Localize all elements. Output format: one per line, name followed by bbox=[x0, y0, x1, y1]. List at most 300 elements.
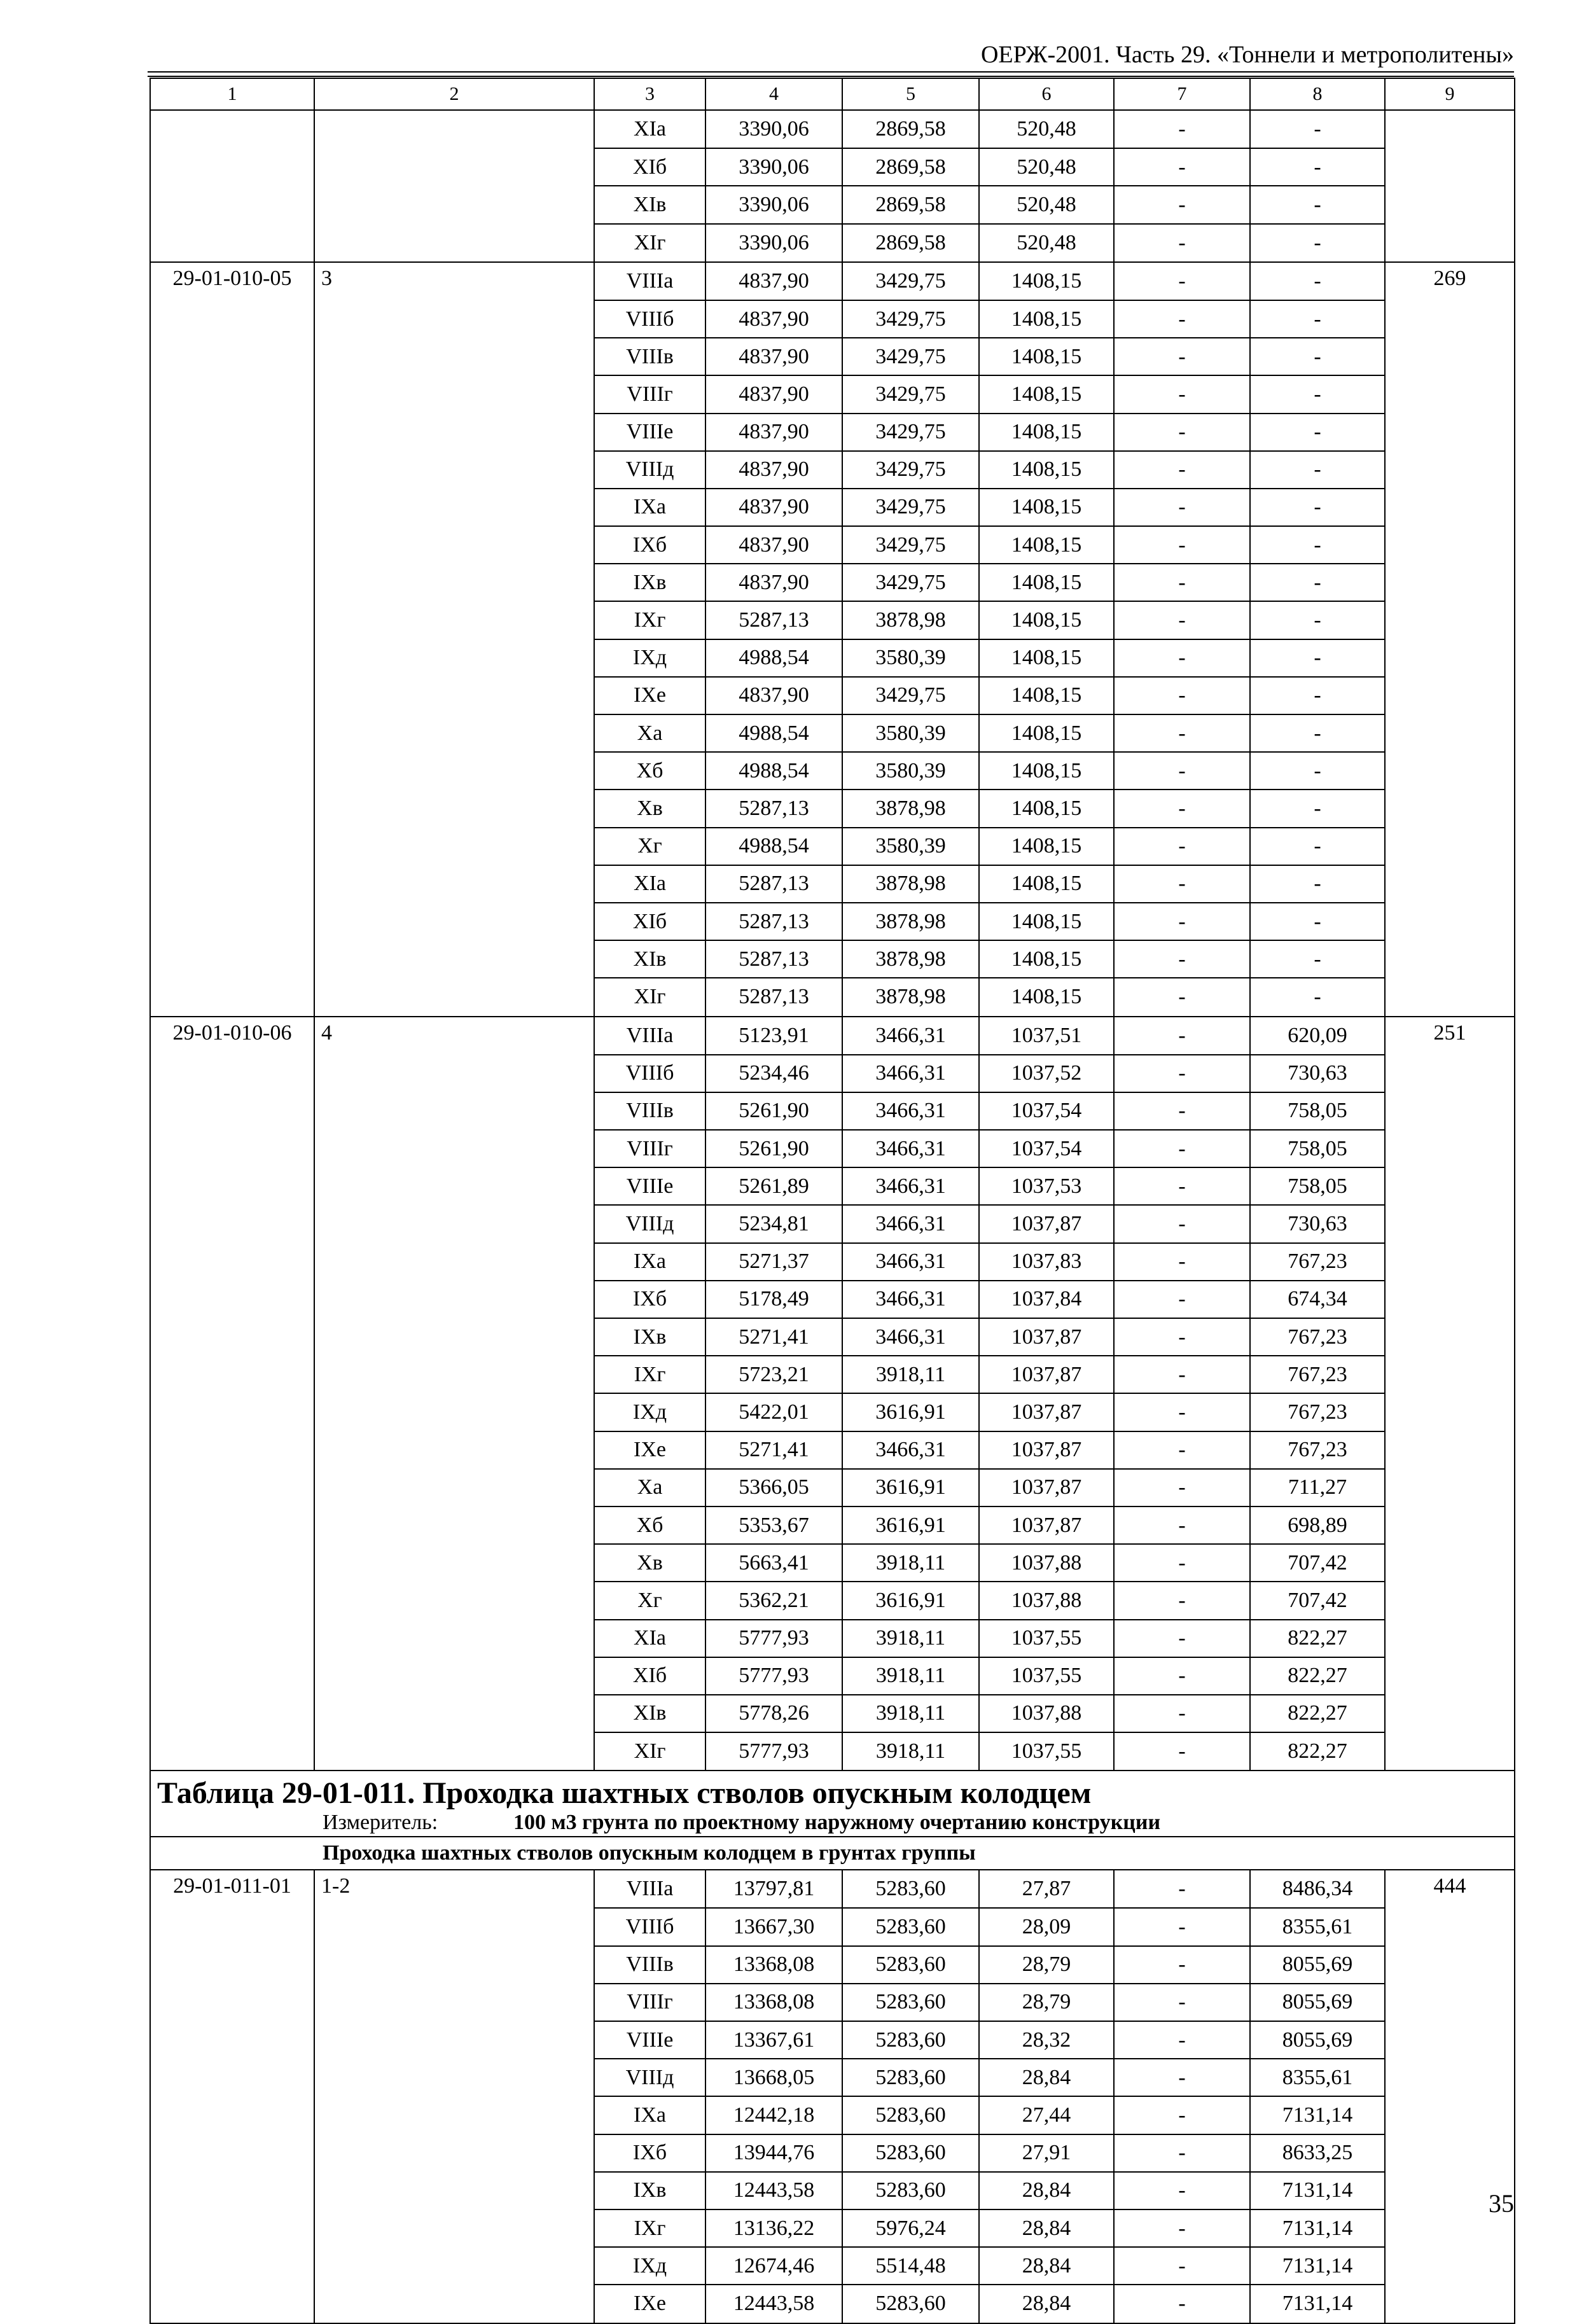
column-number: 3 bbox=[594, 78, 705, 110]
labor-cell bbox=[1385, 1431, 1515, 1469]
value-cell: 8055,69 bbox=[1250, 2021, 1385, 2059]
rate-code-cell bbox=[150, 828, 314, 865]
column-number: 6 bbox=[979, 78, 1114, 110]
table-row bbox=[150, 714, 1515, 752]
value-cell: - bbox=[1114, 414, 1250, 451]
value-cell: 1408,15 bbox=[979, 601, 1114, 639]
meter-label: Измеритель: bbox=[323, 1812, 438, 1835]
group-number-cell bbox=[314, 1130, 594, 1167]
value-cell: 13668,05 bbox=[705, 2059, 842, 2096]
labor-cell bbox=[1385, 1205, 1515, 1242]
labor-cell bbox=[1385, 1695, 1515, 1732]
rate-code-cell bbox=[150, 1506, 314, 1544]
group-number-cell bbox=[314, 2209, 594, 2247]
value-cell: 5283,60 bbox=[842, 2134, 979, 2172]
group-number-cell bbox=[314, 1469, 594, 1506]
value-cell: 5514,48 bbox=[842, 2247, 979, 2285]
value-cell: 5283,60 bbox=[842, 2285, 979, 2323]
table-row bbox=[150, 110, 1515, 148]
value-cell: XIв bbox=[594, 186, 705, 223]
meter-row bbox=[150, 1812, 1515, 1837]
value-cell: 3580,39 bbox=[842, 714, 979, 752]
value-cell: IXe bbox=[594, 677, 705, 714]
group-number-cell bbox=[314, 224, 594, 262]
group-number-cell bbox=[314, 2021, 594, 2059]
value-cell: 767,23 bbox=[1250, 1243, 1385, 1281]
value-cell: 5287,13 bbox=[705, 790, 842, 827]
value-cell: - bbox=[1114, 451, 1250, 489]
value-cell: 1408,15 bbox=[979, 790, 1114, 827]
rates-table bbox=[149, 78, 1515, 2324]
value-cell: 7131,14 bbox=[1250, 2172, 1385, 2209]
value-cell: 27,87 bbox=[979, 1870, 1114, 1908]
value-cell: 5422,01 bbox=[705, 1393, 842, 1431]
value-cell: 1408,15 bbox=[979, 300, 1114, 338]
value-cell: 1037,54 bbox=[979, 1130, 1114, 1167]
value-cell: 5362,21 bbox=[705, 1582, 842, 1619]
table-row bbox=[150, 1318, 1515, 1356]
value-cell: - bbox=[1114, 1657, 1250, 1695]
value-cell: 3429,75 bbox=[842, 526, 979, 564]
group-number-cell bbox=[314, 601, 594, 639]
group-number-cell bbox=[314, 526, 594, 564]
labor-cell bbox=[1385, 300, 1515, 338]
table-row bbox=[150, 940, 1515, 978]
group-number-cell bbox=[314, 564, 594, 601]
value-cell: 2869,58 bbox=[842, 186, 979, 223]
value-cell: 5271,37 bbox=[705, 1243, 842, 1281]
value-cell: 4837,90 bbox=[705, 262, 842, 300]
value-cell: VIIIa bbox=[594, 1017, 705, 1055]
value-cell: 1408,15 bbox=[979, 828, 1114, 865]
value-cell: IXe bbox=[594, 2285, 705, 2323]
value-cell: IXв bbox=[594, 564, 705, 601]
value-cell: 13944,76 bbox=[705, 2134, 842, 2172]
rate-code-cell bbox=[150, 1130, 314, 1167]
rate-code-cell bbox=[150, 1946, 314, 1984]
labor-cell bbox=[1385, 148, 1515, 186]
value-cell: 1408,15 bbox=[979, 564, 1114, 601]
value-cell: Xa bbox=[594, 714, 705, 752]
group-number-cell bbox=[314, 2096, 594, 2134]
value-cell: 3918,11 bbox=[842, 1544, 979, 1582]
column-number: 1 bbox=[150, 78, 314, 110]
value-cell: 3429,75 bbox=[842, 338, 979, 375]
rate-code-cell bbox=[150, 1281, 314, 1318]
value-cell: 2869,58 bbox=[842, 110, 979, 148]
labor-cell bbox=[1385, 375, 1515, 413]
labor-cell bbox=[1385, 2247, 1515, 2285]
value-cell: - bbox=[1114, 1205, 1250, 1242]
value-cell: 27,44 bbox=[979, 2096, 1114, 2134]
value-cell: VIIIв bbox=[594, 338, 705, 375]
column-number: 2 bbox=[314, 78, 594, 110]
labor-cell bbox=[1385, 186, 1515, 223]
value-cell: - bbox=[1114, 1017, 1250, 1055]
value-cell: 8055,69 bbox=[1250, 1946, 1385, 1984]
value-cell: XIг bbox=[594, 224, 705, 262]
value-cell: VIIIд bbox=[594, 1205, 705, 1242]
value-cell: 5178,49 bbox=[705, 1281, 842, 1318]
labor-cell bbox=[1385, 790, 1515, 827]
group-number-cell bbox=[314, 1393, 594, 1431]
value-cell: IXд bbox=[594, 1393, 705, 1431]
rate-code-cell: 29-01-011-01 bbox=[150, 1870, 314, 1908]
column-number-row bbox=[150, 78, 1515, 110]
rate-code-cell bbox=[150, 1356, 314, 1393]
rate-code-cell: 29-01-010-05 bbox=[150, 262, 314, 300]
value-cell: IXг bbox=[594, 601, 705, 639]
group-number-cell bbox=[314, 1281, 594, 1318]
value-cell: 7131,14 bbox=[1250, 2285, 1385, 2323]
group-number-cell bbox=[314, 865, 594, 903]
rate-code-cell bbox=[150, 1582, 314, 1619]
table-row bbox=[150, 1946, 1515, 1984]
labor-cell bbox=[1385, 752, 1515, 790]
labor-cell bbox=[1385, 2021, 1515, 2059]
value-cell: 3918,11 bbox=[842, 1732, 979, 1771]
value-cell: 758,05 bbox=[1250, 1167, 1385, 1205]
labor-cell: 444 bbox=[1385, 1870, 1515, 1908]
group-number-cell bbox=[314, 2134, 594, 2172]
value-cell: 1037,87 bbox=[979, 1318, 1114, 1356]
value-cell: 13367,61 bbox=[705, 2021, 842, 2059]
column-number: 8 bbox=[1250, 78, 1385, 110]
group-number-cell bbox=[314, 2247, 594, 2285]
rate-code-cell bbox=[150, 865, 314, 903]
group-number-cell bbox=[314, 414, 594, 451]
value-cell: - bbox=[1114, 865, 1250, 903]
value-cell: VIIIв bbox=[594, 1092, 705, 1130]
value-cell: - bbox=[1114, 262, 1250, 300]
value-cell: - bbox=[1114, 489, 1250, 526]
group-number-cell bbox=[314, 489, 594, 526]
value-cell: 3918,11 bbox=[842, 1356, 979, 1393]
value-cell: - bbox=[1114, 1055, 1250, 1092]
labor-cell bbox=[1385, 639, 1515, 677]
value-cell: 5663,41 bbox=[705, 1544, 842, 1582]
table-row bbox=[150, 338, 1515, 375]
value-cell: 1037,87 bbox=[979, 1393, 1114, 1431]
labor-cell bbox=[1385, 1984, 1515, 2021]
value-cell: VIIIe bbox=[594, 414, 705, 451]
value-cell: 1408,15 bbox=[979, 526, 1114, 564]
value-cell: 5261,90 bbox=[705, 1092, 842, 1130]
value-cell: 5283,60 bbox=[842, 1870, 979, 1908]
value-cell: 1037,54 bbox=[979, 1092, 1114, 1130]
meter-value: 100 м3 грунта по проектному наружному очертанию конструкции bbox=[513, 1812, 1161, 1835]
group-number-cell bbox=[314, 828, 594, 865]
value-cell: - bbox=[1250, 375, 1385, 413]
value-cell: - bbox=[1250, 978, 1385, 1016]
value-cell: 3429,75 bbox=[842, 677, 979, 714]
labor-cell bbox=[1385, 110, 1515, 148]
value-cell: 3390,06 bbox=[705, 186, 842, 223]
value-cell: 1408,15 bbox=[979, 978, 1114, 1016]
table-row bbox=[150, 2247, 1515, 2285]
value-cell: 28,84 bbox=[979, 2209, 1114, 2247]
table-row bbox=[150, 414, 1515, 451]
value-cell: - bbox=[1114, 903, 1250, 940]
value-cell: XIa bbox=[594, 865, 705, 903]
value-cell: 3878,98 bbox=[842, 601, 979, 639]
value-cell: 5283,60 bbox=[842, 1908, 979, 1945]
value-cell: 3429,75 bbox=[842, 489, 979, 526]
value-cell: 5261,89 bbox=[705, 1167, 842, 1205]
value-cell: 28,84 bbox=[979, 2059, 1114, 2096]
table-row bbox=[150, 1506, 1515, 1544]
value-cell: 520,48 bbox=[979, 110, 1114, 148]
labor-cell bbox=[1385, 1281, 1515, 1318]
rate-code-cell: 29-01-010-06 bbox=[150, 1017, 314, 1055]
value-cell: 3580,39 bbox=[842, 828, 979, 865]
table-row bbox=[150, 1908, 1515, 1945]
value-cell: Xг bbox=[594, 828, 705, 865]
group-number-cell bbox=[314, 1732, 594, 1771]
value-cell: 4837,90 bbox=[705, 338, 842, 375]
table-row bbox=[150, 903, 1515, 940]
value-cell: 4837,90 bbox=[705, 451, 842, 489]
value-cell: 1408,15 bbox=[979, 414, 1114, 451]
table-row bbox=[150, 2285, 1515, 2323]
rates-table-body bbox=[150, 78, 1515, 2323]
value-cell: - bbox=[1114, 1469, 1250, 1506]
group-title-row bbox=[150, 1837, 1515, 1870]
rate-code-cell bbox=[150, 110, 314, 148]
value-cell: 5271,41 bbox=[705, 1318, 842, 1356]
value-cell: - bbox=[1250, 338, 1385, 375]
value-cell: 5283,60 bbox=[842, 1946, 979, 1984]
labor-cell bbox=[1385, 2096, 1515, 2134]
rate-code-cell bbox=[150, 1732, 314, 1771]
value-cell: 711,27 bbox=[1250, 1469, 1385, 1506]
value-cell: 13368,08 bbox=[705, 1946, 842, 1984]
labor-cell bbox=[1385, 1318, 1515, 1356]
value-cell: 3466,31 bbox=[842, 1243, 979, 1281]
value-cell: XIб bbox=[594, 903, 705, 940]
value-cell: 28,79 bbox=[979, 1984, 1114, 2021]
value-cell: 1037,55 bbox=[979, 1620, 1114, 1657]
value-cell: 730,63 bbox=[1250, 1205, 1385, 1242]
labor-cell bbox=[1385, 414, 1515, 451]
rate-code-cell bbox=[150, 677, 314, 714]
value-cell: VIIIг bbox=[594, 1984, 705, 2021]
value-cell: Xб bbox=[594, 1506, 705, 1544]
value-cell: 28,09 bbox=[979, 1908, 1114, 1945]
table-row bbox=[150, 1393, 1515, 1431]
table-row bbox=[150, 1582, 1515, 1619]
value-cell: - bbox=[1114, 186, 1250, 223]
value-cell: 5283,60 bbox=[842, 2172, 979, 2209]
group-number-cell bbox=[314, 940, 594, 978]
group-number-cell bbox=[314, 1092, 594, 1130]
value-cell: 1408,15 bbox=[979, 677, 1114, 714]
value-cell: 28,84 bbox=[979, 2172, 1114, 2209]
labor-cell bbox=[1385, 601, 1515, 639]
labor-cell bbox=[1385, 1092, 1515, 1130]
value-cell: 12674,46 bbox=[705, 2247, 842, 2285]
rate-code-cell bbox=[150, 1318, 314, 1356]
value-cell: - bbox=[1114, 1167, 1250, 1205]
value-cell: Xг bbox=[594, 1582, 705, 1619]
value-cell: 3918,11 bbox=[842, 1695, 979, 1732]
value-cell: 822,27 bbox=[1250, 1732, 1385, 1771]
value-cell: 1037,88 bbox=[979, 1544, 1114, 1582]
labor-cell: 251 bbox=[1385, 1017, 1515, 1055]
value-cell: XIб bbox=[594, 1657, 705, 1695]
group-number-cell bbox=[314, 1055, 594, 1092]
value-cell: 1037,88 bbox=[979, 1695, 1114, 1732]
labor-cell bbox=[1385, 1167, 1515, 1205]
value-cell: IXг bbox=[594, 2209, 705, 2247]
value-cell: - bbox=[1250, 414, 1385, 451]
value-cell: 707,42 bbox=[1250, 1582, 1385, 1619]
table-row bbox=[150, 2134, 1515, 2172]
table-row bbox=[150, 1205, 1515, 1242]
value-cell: - bbox=[1114, 526, 1250, 564]
value-cell: XIг bbox=[594, 1732, 705, 1771]
value-cell: VIIIб bbox=[594, 1055, 705, 1092]
group-number-cell bbox=[314, 300, 594, 338]
table-row bbox=[150, 375, 1515, 413]
value-cell: 1037,84 bbox=[979, 1281, 1114, 1318]
value-cell: 698,89 bbox=[1250, 1506, 1385, 1544]
value-cell: 3878,98 bbox=[842, 903, 979, 940]
labor-cell bbox=[1385, 526, 1515, 564]
value-cell: 3466,31 bbox=[842, 1017, 979, 1055]
group-number-cell bbox=[314, 1695, 594, 1732]
value-cell: XIa bbox=[594, 1620, 705, 1657]
value-cell: VIIIд bbox=[594, 451, 705, 489]
value-cell: 3616,91 bbox=[842, 1506, 979, 1544]
value-cell: - bbox=[1250, 601, 1385, 639]
value-cell: 5261,90 bbox=[705, 1130, 842, 1167]
value-cell: 1408,15 bbox=[979, 451, 1114, 489]
value-cell: 3466,31 bbox=[842, 1167, 979, 1205]
value-cell: 1037,52 bbox=[979, 1055, 1114, 1092]
labor-cell bbox=[1385, 1657, 1515, 1695]
table-row bbox=[150, 526, 1515, 564]
table-row bbox=[150, 186, 1515, 223]
labor-cell bbox=[1385, 1055, 1515, 1092]
value-cell: 3466,31 bbox=[842, 1318, 979, 1356]
value-cell: 5287,13 bbox=[705, 978, 842, 1016]
value-cell: IXe bbox=[594, 1431, 705, 1469]
value-cell: 3918,11 bbox=[842, 1657, 979, 1695]
value-cell: 12443,58 bbox=[705, 2172, 842, 2209]
value-cell: - bbox=[1114, 752, 1250, 790]
value-cell: 1037,55 bbox=[979, 1732, 1114, 1771]
group-number-cell bbox=[314, 2059, 594, 2096]
value-cell: - bbox=[1114, 2285, 1250, 2323]
rate-code-cell bbox=[150, 2096, 314, 2134]
value-cell: - bbox=[1114, 1870, 1250, 1908]
table-row bbox=[150, 752, 1515, 790]
value-cell: VIIIб bbox=[594, 300, 705, 338]
group-number-cell bbox=[314, 1946, 594, 1984]
value-cell: 27,91 bbox=[979, 2134, 1114, 2172]
rate-code-cell bbox=[150, 940, 314, 978]
group-number-cell bbox=[314, 1318, 594, 1356]
table-row bbox=[150, 1732, 1515, 1771]
value-cell: 5287,13 bbox=[705, 601, 842, 639]
value-cell: 28,84 bbox=[979, 2285, 1114, 2323]
table-row bbox=[150, 1055, 1515, 1092]
value-cell: 5271,41 bbox=[705, 1431, 842, 1469]
value-cell: - bbox=[1250, 903, 1385, 940]
table-row bbox=[150, 1356, 1515, 1393]
value-cell: - bbox=[1250, 752, 1385, 790]
value-cell: - bbox=[1114, 1431, 1250, 1469]
rate-code-cell bbox=[150, 564, 314, 601]
value-cell: - bbox=[1250, 714, 1385, 752]
labor-cell bbox=[1385, 451, 1515, 489]
value-cell: 3878,98 bbox=[842, 940, 979, 978]
value-cell: IXa bbox=[594, 2096, 705, 2134]
table-row bbox=[150, 1469, 1515, 1506]
value-cell: 5123,91 bbox=[705, 1017, 842, 1055]
rate-code-cell bbox=[150, 1695, 314, 1732]
group-number-cell bbox=[314, 451, 594, 489]
value-cell: 1408,15 bbox=[979, 940, 1114, 978]
table-row bbox=[150, 978, 1515, 1016]
table-row bbox=[150, 677, 1515, 714]
rate-code-cell bbox=[150, 1984, 314, 2021]
value-cell: 5283,60 bbox=[842, 2021, 979, 2059]
value-cell: 1037,87 bbox=[979, 1506, 1114, 1544]
value-cell: 3466,31 bbox=[842, 1281, 979, 1318]
group-number-cell bbox=[314, 1544, 594, 1582]
labor-cell bbox=[1385, 677, 1515, 714]
value-cell: 822,27 bbox=[1250, 1620, 1385, 1657]
rate-code-cell bbox=[150, 489, 314, 526]
table-row bbox=[150, 451, 1515, 489]
header-divider-secondary bbox=[148, 76, 1514, 77]
value-cell: 3390,06 bbox=[705, 224, 842, 262]
value-cell: 3429,75 bbox=[842, 564, 979, 601]
value-cell: 1408,15 bbox=[979, 489, 1114, 526]
value-cell: 3390,06 bbox=[705, 110, 842, 148]
group-number-cell bbox=[314, 639, 594, 677]
value-cell: 1408,15 bbox=[979, 262, 1114, 300]
value-cell: 3918,11 bbox=[842, 1620, 979, 1657]
value-cell: 822,27 bbox=[1250, 1657, 1385, 1695]
value-cell: IXв bbox=[594, 1318, 705, 1356]
labor-cell bbox=[1385, 1356, 1515, 1393]
value-cell: VIIIe bbox=[594, 2021, 705, 2059]
table-title-row bbox=[150, 1771, 1515, 1812]
rate-code-cell bbox=[150, 1431, 314, 1469]
value-cell: 3390,06 bbox=[705, 148, 842, 186]
rate-code-cell bbox=[150, 224, 314, 262]
rate-code-cell bbox=[150, 2172, 314, 2209]
labor-cell bbox=[1385, 1130, 1515, 1167]
value-cell: 767,23 bbox=[1250, 1393, 1385, 1431]
value-cell: 4988,54 bbox=[705, 752, 842, 790]
value-cell: - bbox=[1114, 2059, 1250, 2096]
group-number-cell: 4 bbox=[314, 1017, 594, 1055]
rate-code-cell bbox=[150, 2134, 314, 2172]
labor-cell bbox=[1385, 940, 1515, 978]
value-cell: 1037,83 bbox=[979, 1243, 1114, 1281]
table-row bbox=[150, 1243, 1515, 1281]
table-row bbox=[150, 1984, 1515, 2021]
value-cell: 5777,93 bbox=[705, 1732, 842, 1771]
value-cell: Xa bbox=[594, 1469, 705, 1506]
group-number-cell bbox=[314, 1582, 594, 1619]
value-cell: 1408,15 bbox=[979, 865, 1114, 903]
table-row bbox=[150, 2096, 1515, 2134]
